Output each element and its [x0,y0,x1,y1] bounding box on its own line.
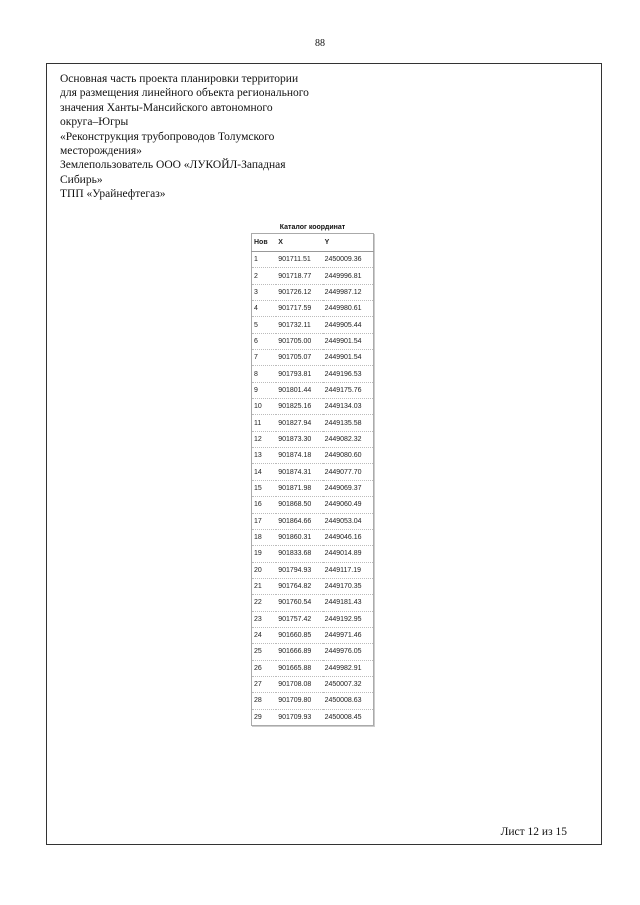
x-cell: 901764.82 [276,578,322,594]
number-cell: 3 [252,284,277,300]
x-cell: 901864.66 [276,513,322,529]
y-cell: 2449901.54 [323,350,374,366]
number-cell: 6 [252,333,277,349]
number-cell: 29 [252,709,277,725]
coordinates-catalog [251,224,374,726]
y-cell: 2450009.36 [323,252,374,268]
x-cell: 901801.44 [276,382,322,398]
header-line: Основная часть проекта планировки территории [60,73,299,85]
x-cell: 901709.93 [276,709,322,725]
number-cell: 20 [252,562,277,578]
number-cell: 9 [252,382,277,398]
y-cell: 2449077.70 [323,464,374,480]
x-cell: 901827.94 [276,415,322,431]
y-cell: 2449905.44 [323,317,374,333]
x-cell: 901760.54 [276,595,322,611]
y-cell: 2450008.63 [323,693,374,709]
number-cell: 5 [252,317,277,333]
x-cell: 901868.50 [276,497,322,513]
x-cell: 901794.93 [276,562,322,578]
x-cell: 901666.89 [276,644,322,660]
table-row [252,366,374,382]
y-cell: 2449192.95 [323,611,374,627]
sheet-number: Лист 12 из 15 [500,826,567,838]
y-cell: 2449082.32 [323,431,374,447]
number-cell: 23 [252,611,277,627]
table-row [252,268,374,284]
number-cell: 26 [252,660,277,676]
table-row [252,595,374,611]
table-row [252,644,374,660]
x-cell: 901705.00 [276,333,322,349]
y-cell: 2450007.32 [323,676,374,692]
x-cell: 901757.42 [276,611,322,627]
x-cell: 901660.85 [276,627,322,643]
x-cell: 901717.59 [276,301,322,317]
number-cell: 18 [252,529,277,545]
table-row [252,546,374,562]
header-line: месторождения» [60,145,142,158]
table-title: Каталог координат [279,224,346,231]
header-line: «Реконструкция трубопроводов Толумского [60,130,275,143]
table-row [252,284,374,300]
x-cell: 901718.77 [276,268,322,284]
table-row [252,350,374,366]
y-cell: 2449053.04 [323,513,374,529]
page-number: 88 [315,38,325,49]
number-cell: 17 [252,513,277,529]
table-row [252,497,374,513]
table-row [252,611,374,627]
number-cell: 22 [252,595,277,611]
number-cell: 15 [252,480,277,496]
table-body [252,252,374,726]
number-cell: 27 [252,676,277,692]
number-cell: 19 [252,546,277,562]
x-cell: 901708.08 [276,676,322,692]
y-cell: 2449971.46 [323,627,374,643]
column-header-number: Нов [252,234,277,252]
number-cell: 21 [252,578,277,594]
table-row [252,415,374,431]
x-cell: 901732.11 [276,317,322,333]
y-cell: 2449134.03 [323,399,374,415]
y-cell: 2449980.61 [323,301,374,317]
header-line: для размещения линейного объекта регионального [60,87,309,100]
table-row [252,578,374,594]
x-cell: 901711.51 [276,252,322,268]
header-line: округа–Югры [60,116,129,129]
table-row [252,252,374,268]
x-cell: 901833.68 [276,546,322,562]
y-cell: 2449181.43 [323,595,374,611]
y-cell: 2449135.58 [323,415,374,431]
x-cell: 901825.16 [276,399,322,415]
header-line: значения Ханты-Мансийского автономного [60,101,273,114]
x-cell: 901874.18 [276,448,322,464]
table-row [252,333,374,349]
number-cell: 7 [252,350,277,366]
y-cell: 2449117.19 [323,562,374,578]
coordinates-table [251,233,374,726]
y-cell: 2449046.16 [323,529,374,545]
table-row [252,431,374,447]
table-row [252,382,374,398]
number-cell: 25 [252,644,277,660]
x-cell: 901793.81 [276,366,322,382]
number-cell: 11 [252,415,277,431]
table-row [252,448,374,464]
number-cell: 10 [252,399,277,415]
y-cell: 2449987.12 [323,284,374,300]
x-cell: 901665.88 [276,660,322,676]
table-row [252,709,374,725]
y-cell: 2449170.35 [323,578,374,594]
y-cell: 2449196.53 [323,366,374,382]
x-cell: 901874.31 [276,464,322,480]
x-cell: 901709.80 [276,693,322,709]
header-line: Сибирь» [60,173,103,186]
table-row [252,317,374,333]
y-cell: 2450008.45 [323,709,374,725]
table-row [252,627,374,643]
number-cell: 28 [252,693,277,709]
number-cell: 8 [252,366,277,382]
x-cell: 901705.07 [276,350,322,366]
y-cell: 2449982.91 [323,660,374,676]
y-cell: 2449069.37 [323,480,374,496]
number-cell: 4 [252,301,277,317]
table-row [252,513,374,529]
number-cell: 12 [252,431,277,447]
x-cell: 901871.98 [276,480,322,496]
header-line: Землепользователь ООО «ЛУКОЙЛ-Западная [60,159,286,172]
y-cell: 2449175.76 [323,382,374,398]
table-row [252,301,374,317]
y-cell: 2449060.49 [323,497,374,513]
table-row [252,562,374,578]
table-row [252,676,374,692]
y-cell: 2449996.81 [323,268,374,284]
number-cell: 24 [252,627,277,643]
y-cell: 2449976.05 [323,644,374,660]
number-cell: 14 [252,464,277,480]
number-cell: 1 [252,252,277,268]
x-cell: 901860.31 [276,529,322,545]
table-row [252,399,374,415]
column-header-y: Y [323,234,374,252]
x-cell: 901873.30 [276,431,322,447]
header-line: ТПП «Урайнефтегаз» [60,188,166,201]
table-row [252,529,374,545]
column-header-x: X [276,234,322,252]
x-cell: 901726.12 [276,284,322,300]
y-cell: 2449080.60 [323,448,374,464]
y-cell: 2449901.54 [323,333,374,349]
page-frame [46,63,602,845]
number-cell: 16 [252,497,277,513]
table-row [252,464,374,480]
y-cell: 2449014.89 [323,546,374,562]
number-cell: 2 [252,268,277,284]
project-header [60,72,360,202]
table-row [252,480,374,496]
table-row [252,693,374,709]
table-header-row [252,234,374,252]
number-cell: 13 [252,448,277,464]
table-row [252,660,374,676]
